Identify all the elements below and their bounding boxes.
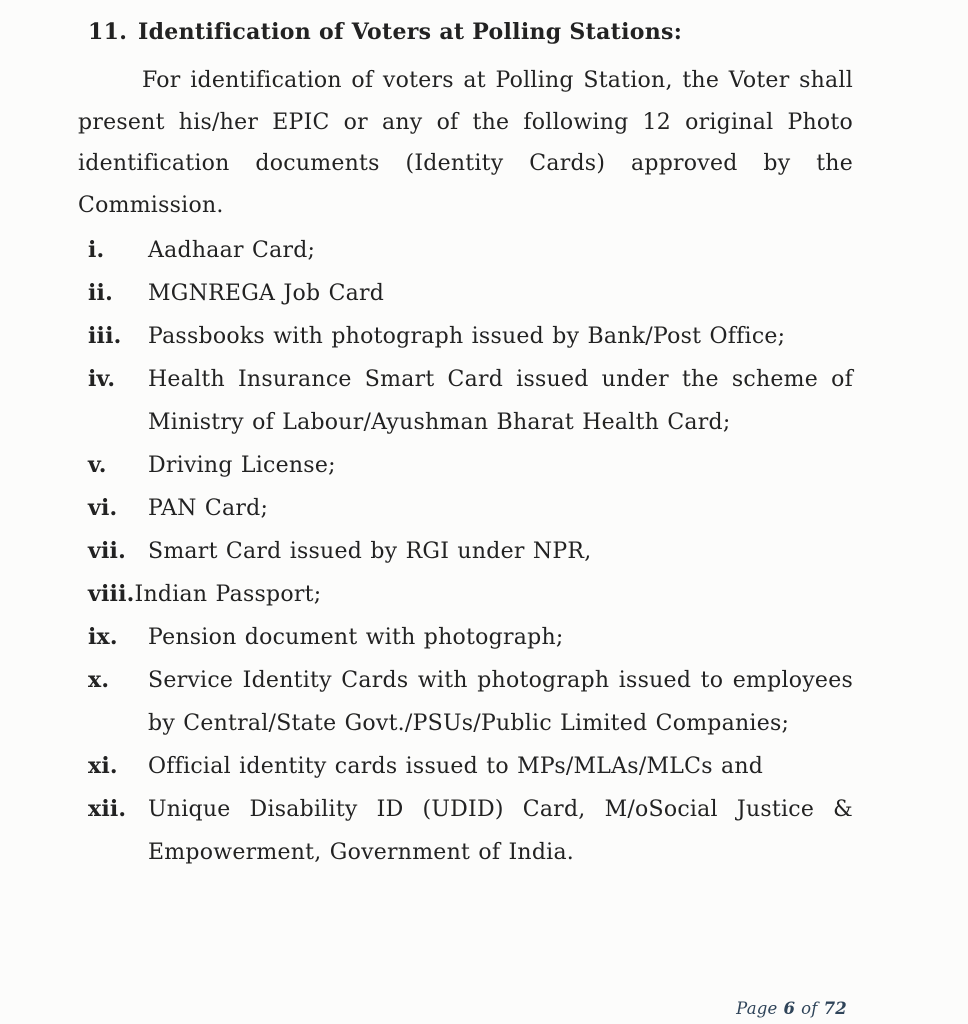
list-item-numeral: ix. (88, 624, 118, 650)
list-item-numeral: vii. (88, 538, 126, 564)
list-item-numeral: i. (88, 237, 105, 263)
list-item-passbooks (78, 315, 853, 358)
list-item-numeral: v. (88, 452, 107, 478)
section-title: Identification of Voters at Polling Stations: (138, 19, 683, 45)
list-item-text: Official identity cards issued to MPs/MLAs/MLCs and (148, 754, 764, 779)
list-item-pension-document (78, 616, 853, 659)
list-item-numeral: iii. (88, 323, 122, 349)
list-item-driving-license (78, 444, 853, 487)
footer-of-label: of (801, 999, 818, 1018)
list-item-aadhaar (78, 229, 853, 272)
footer-page-number: 6 (783, 999, 796, 1018)
footer-page-label: Page (736, 999, 778, 1018)
list-item-text: Health Insurance Smart Card issued under the scheme of Ministry of Labour/Ayushman Bharat Health Card; (148, 367, 853, 435)
list-item-text: Indian Passport; (134, 582, 322, 607)
list-item-text: MGNREGA Job Card (148, 281, 385, 306)
list-item-text: Unique Disability ID (UDID) Card, M/oSocial Justice & Empowerment, Government of India. (148, 797, 853, 865)
list-item-indian-passport (78, 573, 853, 616)
list-item-numeral: ii. (88, 280, 113, 306)
list-item-text: PAN Card; (148, 496, 269, 521)
list-item-numeral: vi. (88, 495, 118, 521)
list-item-text: Pension document with photograph; (148, 625, 564, 650)
page-footer (736, 999, 847, 1018)
list-item-numeral: xi. (88, 753, 118, 779)
list-item-text: Passbooks with photograph issued by Bank/Post Office; (148, 324, 786, 349)
list-item-text: Driving License; (148, 453, 336, 478)
list-item-numeral: xii. (88, 796, 127, 822)
list-item-numeral: viii. (88, 581, 135, 607)
section-heading (88, 16, 853, 48)
list-item-npr-smart-card (78, 530, 853, 573)
list-item-numeral: iv. (88, 366, 116, 392)
list-item-text: Service Identity Cards with photograph issued to employees by Central/State Govt./PSUs/Public Limited Companies; (148, 668, 853, 736)
list-item-health-insurance (78, 358, 853, 444)
list-item-official-identity-cards (78, 745, 853, 788)
intro-paragraph: For identification of voters at Polling Station, the Voter shall present his/her EPIC or any of the following 12 original Photo identification documents (Identity Cards) approved by the Commission. (78, 68, 853, 218)
list-item-text: Aadhaar Card; (148, 238, 316, 263)
list-item-service-identity-cards (78, 659, 853, 745)
list-item-text: Smart Card issued by RGI under NPR, (148, 539, 592, 564)
identity-document-list (78, 229, 853, 874)
footer-total-pages: 72 (823, 999, 847, 1018)
list-item-pan-card (78, 487, 853, 530)
list-item-udid-card (78, 788, 853, 874)
list-item-numeral: x. (88, 667, 110, 693)
section-number: 11. (88, 19, 128, 45)
list-item-mgnrega (78, 272, 853, 315)
